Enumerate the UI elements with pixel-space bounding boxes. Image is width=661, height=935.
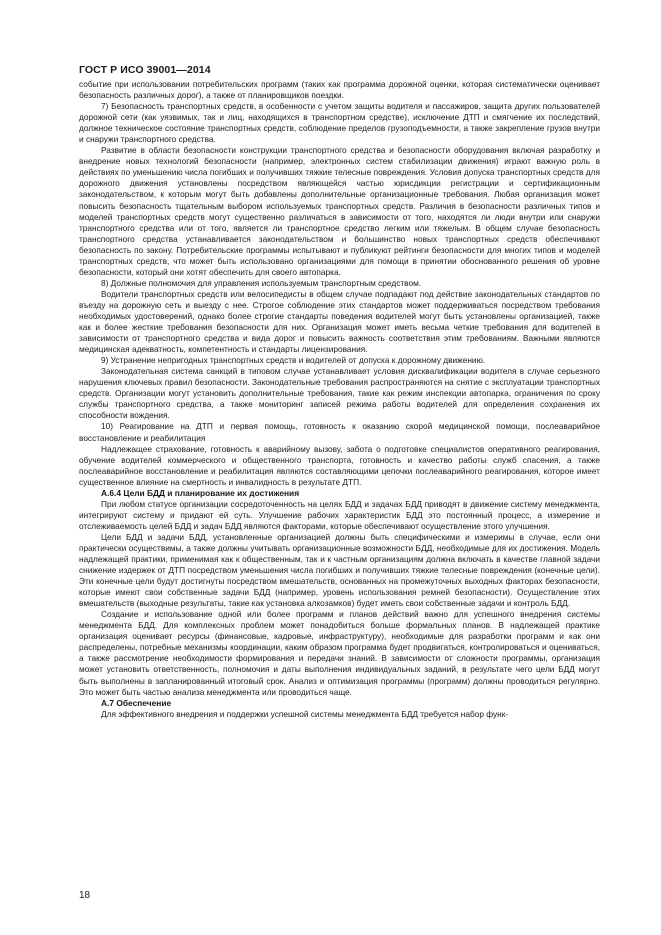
paragraph: Надлежащее страхование, готовность к аварийному вызову, забота о подготовке специалистов оперативного реагирования, обучение водителей коммерческого и общественного транспорта, готовность и качество работы служб спасения, а также послеаварийное восстановление и реабилитация являются составляющими цепочки послеаварийного реагирования, которое имеет существенное влияние на смертность и инвалидность в результате ДТП. xyxy=(79,443,600,487)
paragraph: событие при использовании потребительских программ (таких как программа дорожной оценки, которая систематически оценивает безопасность различных дорог), а также от планировщиков поездки. xyxy=(79,79,600,101)
list-item-9: 9) Устранение непригодных транспортных средств и водителей от допуска к дорожному движению. xyxy=(101,355,486,366)
page-number: 18 xyxy=(79,890,91,901)
paragraph: Законодательная система санкций в типовом случае устанавливает условия дисквалификации водителя в случае серьезного нарушения ключевых правил безопасности. Законодательные требования распространяются на снятие с эксплуатации транспортных средств. Организации могут установить дополнительные требования, такие как режим инспекции автопарка, ограничения по сроку службы транспортного средства, а также мониторинг записей режима работы водителей для определения сохранения их способности вождения. xyxy=(79,366,600,421)
paragraph: Цели БДД и задачи БДД, установленные организацией должны быть специфическими и измеримы в случае, если они практически осуществимы, а также должны учитывать организационные возможности БДД, необходимые для их достижения. Модель надлежащей практики, применимая как к общественным, так и к частным организациям должна включать в качестве главной задачи снижение издержек от ДТП посредством уменьшения числа погибших и получивших тяжкие телесные повреждения (конечные цели). Эти конечные цели будут достигнуты посредством вмешательств, основанных на промежуточных выходных факторах безопасности, которые имеют свои собственные задачи БДД (например, уровень использования ремней безопасности). Осуществление этих вмешательств (выходные результаты, такие как установка алкозамков) будет иметь свои собственные задачи и контроль БДД. xyxy=(79,531,600,609)
section-heading-a7: А.7 Обеспечение xyxy=(101,697,172,708)
paragraph: При любом статусе организации сосредоточенность на целях БДД и задачах БДД приводят в движение систему менеджмента, интегрируют систему и придают ей суть. Улучшение рабочих характеристик БДД это постоянный процесс, а измерение и отслеживаемость целей БДД и задач БДД являются факторами, которые обеспечивают осуществление этого улучшения. xyxy=(79,498,600,531)
list-item-7: 7) Безопасность транспортных средств, в особенности с учетом защиты водителя и пассажиров, защита других пользователей дорожной сети (как уязвимых, так и лиц, находящихся в транспортном средстве), исключение ДТП и смягчение их последствий, должное техническое состояние транспортных средств, соблюдение пределов грузоподъемности, а также закрепление грузов внутри и снаружи транспортного средства. xyxy=(79,101,600,145)
paragraph: Создание и использование одной или более программ и планов действий важно для успешного внедрения системы менеджмента БДД. Для комплексных проблем может понадобиться больше формальных планов. В надлежащей практике организация оценивает ресурсы (финансовые, кадровые, инфраструктуру), необходимые для разработки программ и как они распределены, потребные механизмы координации, каким образом программа будет продвигаться, контролироваться и оцениваться, а также рассмотрение необходимости формирования и передачи знаний. В зависимости от сложности программы, организация может установить ответственность, полномочия и даты выполнения индивидуальных заданий, в результате чего цели БДД могут быть выполнены в запланированный итоговый срок. Анализ и оптимизация программы (программ) должны проводиться регулярно. Это может быть частью анализа менеджмента или проводиться чаще. xyxy=(79,609,600,697)
paragraph: Развитие в области безопасности конструкции транспортного средства и безопасности оборудования включая разработку и внедрение новых технологий безопасности (например, электронных систем стабилизации движения) играют важную роль в действиях по уменьшению числа погибших и получивших тяжкие телесные повреждения. Условия допуска транспортных средств для дорожного движения установлены посредством являющейся частью юрисдикции регистрации и сертификационным законодательством, к которым могут быть добавлены дополнительные организационные требования. Любая организация может повысить безопасность тщательным выбором используемых транспортных средств. Различия в безопасности различных типов и моделей транспортных средств могут существенно различаться в зависимости от того, находятся ли люди внутри или снаружи транспортного средства или от того, является ли транспортное средство легким или тяжелым. В общем случае безопасность транспортного средства устанавливается законодательством и большинство новых транспортных средств обеспечивают безопасность по закону. Потребительские программы испытывают и публикуют рейтинги безопасности для многих типов и моделей транспортных средств, что может быть использовано организациями для помощи в принятии обоснованного решения об уровне безопасности, который они хотят обеспечить для своего автопарка. xyxy=(79,145,600,277)
section-heading-a64: А.6.4 Цели БДД и планирование их достижения xyxy=(101,487,300,498)
paragraph: Для эффективного внедрения и поддержки успешной системы менеджмента БДД требуется набор функ- xyxy=(101,708,509,719)
document-header: ГОСТ Р ИСО 39001—2014 xyxy=(79,64,211,76)
paragraph: Водители транспортных средств или велосипедисты в общем случае подпадают под действие законодательных стандартов по въезду на дорожную сеть и выезду с нее. Строгое соблюдение этих стандартов может поддерживаться посредством требования необходимых удостоверений, однако более строгие стандарты поведения водителей могут быть установлены организацией, также как и более жесткие требования безопасности для них. Организация может иметь весьма четкие требования для водителей в зависимости от транспортного средства и вида дорог и повысить важность соответствия этим требованиям. Важными являются медицинская адекватность, компетентность и стандарты лицензирования. xyxy=(79,288,600,355)
list-item-10: 10) Реагирование на ДТП и первая помощь, готовность к оказанию скорой медицинской помощи, послеаварийное восстановление и реабилитация xyxy=(79,421,600,443)
document-body xyxy=(79,79,600,720)
list-item-8: 8) Должные полномочия для управления используемым транспортным средством. xyxy=(101,277,422,288)
